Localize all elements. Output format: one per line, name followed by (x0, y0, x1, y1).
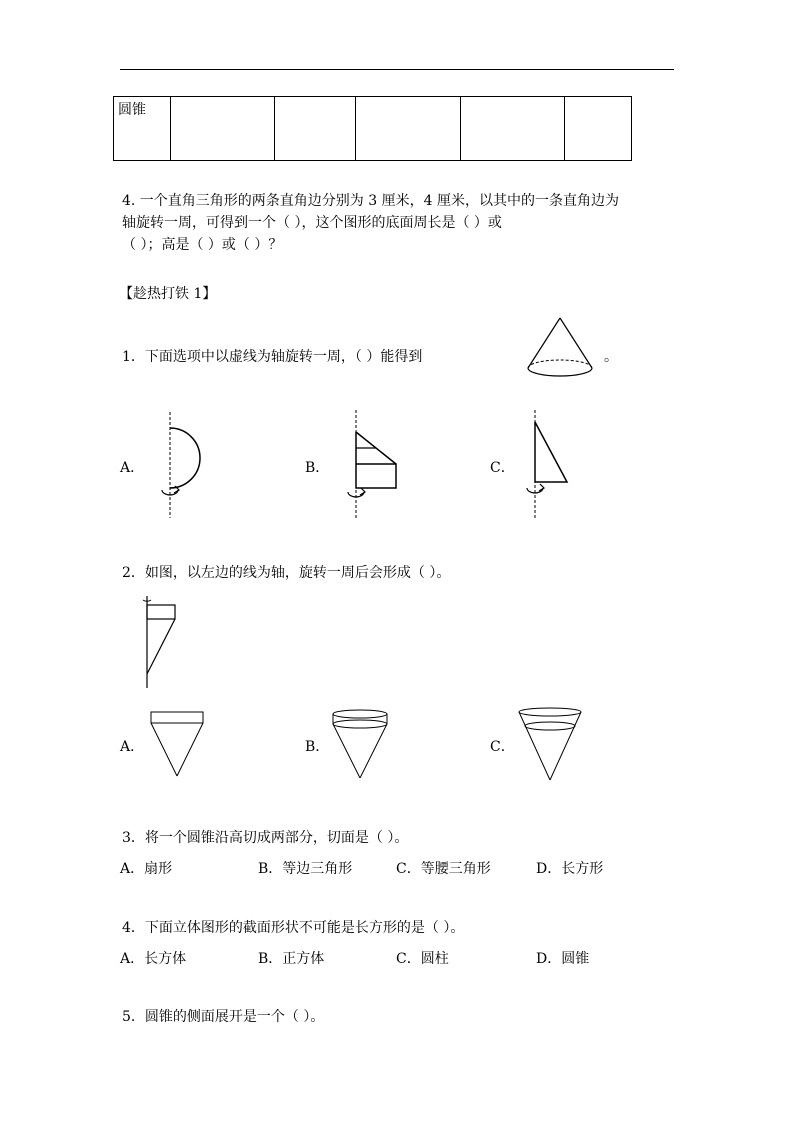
q3-option-c: C．等腰三角形 (396, 861, 491, 877)
table-cell (171, 97, 275, 161)
q2-option-a: A． (120, 739, 145, 755)
q1-option-b: B． (305, 460, 330, 476)
q1-figure-c (520, 410, 580, 520)
q3-option-b: B．等边三角形 (258, 861, 353, 877)
header-rule (120, 69, 674, 70)
cone-figure (524, 316, 596, 386)
q4-top-line3: （ ）；高是（ ）或（ ）？ (122, 237, 283, 253)
q1-figure-b (340, 410, 410, 520)
q1-option-c: C． (490, 460, 515, 476)
q5-text: 5．圆锥的侧面展开是一个（ ）。 (122, 1009, 325, 1025)
q4-top-line2: 轴旋转一周，可得到一个（ ），这个图形的底面周长是（ ）或 (122, 215, 502, 231)
table-cell (461, 97, 565, 161)
table-cell (356, 97, 461, 161)
q1-figure-a (150, 412, 210, 520)
q2-option-c: C． (490, 739, 515, 755)
q2-option-b: B． (305, 739, 330, 755)
q2-figure (140, 592, 190, 690)
table-row (114, 97, 632, 161)
shape-table (113, 96, 632, 161)
q4-option-c: C．圆柱 (396, 951, 449, 967)
q4-option-d: D．圆锥 (536, 951, 590, 967)
q3-option-a: A．扇形 (120, 861, 173, 877)
q4-option-a: A．长方体 (120, 951, 187, 967)
q4-text: 4．下面立体图形的截面形状不可能是长方形的是（ ）。 (122, 920, 465, 936)
q3-text: 3．将一个圆锥沿高切成两部分，切面是（ ）。 (122, 830, 409, 846)
section-title: 【趁热打铁 1】 (119, 286, 217, 302)
q1-tail: 。 (604, 349, 618, 365)
q1-option-a: A． (120, 460, 145, 476)
q2-figure-b (330, 706, 392, 782)
table-cell (565, 97, 632, 161)
table-cell (275, 97, 356, 161)
q4-option-b: B．正方体 (258, 951, 325, 967)
q3-option-d: D．长方形 (536, 861, 604, 877)
q2-figure-a (148, 710, 208, 780)
q1-text: 1．下面选项中以虚线为轴旋转一周，（ ）能得到 (122, 349, 423, 365)
q2-text: 2．如图，以左边的线为轴，旋转一周后会形成（ ）。 (122, 565, 451, 581)
q4-top-line1: 4. 一个直角三角形的两条直角边分别为 3 厘米，4 厘米，以其中的一条直角边为 (122, 193, 619, 209)
table-cell-label: 圆锥 (114, 97, 171, 161)
q2-figure-c (516, 704, 586, 784)
